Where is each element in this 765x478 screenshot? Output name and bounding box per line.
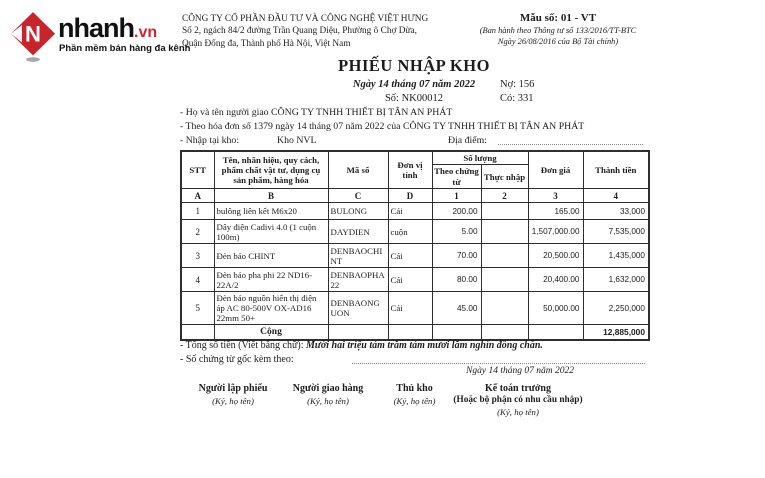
row5-amount: 2,250,000 xyxy=(583,292,649,325)
row3-name: Đèn báo CHINT xyxy=(214,244,328,268)
signature-hint: (Ký, họ tên) xyxy=(212,396,254,406)
col-header-quantity-group: Số lượng xyxy=(432,151,528,165)
letter-a: A xyxy=(181,189,214,203)
table-header-row xyxy=(181,151,649,165)
col-header-stt: STT xyxy=(181,151,214,189)
row1-name: bulông liên kết M6x20 xyxy=(214,203,328,220)
col-header-price: Đơn giá xyxy=(528,151,583,189)
total-price-cell xyxy=(528,325,583,340)
col-header-unit: Đơn vị tính xyxy=(388,151,432,189)
form-meta xyxy=(462,12,654,47)
attached-docs-label: - Số chứng từ gốc kèm theo: xyxy=(180,354,294,365)
credit-account: Có: 331 xyxy=(500,93,534,104)
location-blank-line xyxy=(498,134,643,145)
location-label: Địa điểm: xyxy=(448,135,487,146)
document-date: Ngày 14 tháng 07 năm 2022 xyxy=(352,79,476,90)
brand-wordmark xyxy=(58,13,157,44)
total-label: Cộng xyxy=(214,325,328,340)
row2-name: Dây điện Cadivi 4.0 (1 cuộn 100m) xyxy=(214,220,328,244)
row1-stt: 1 xyxy=(181,203,214,220)
column-letter-row xyxy=(181,189,649,203)
nhanh-logo-icon xyxy=(10,11,56,63)
row2-stt: 2 xyxy=(181,220,214,244)
table-row xyxy=(181,244,649,268)
document-number: Số: NK00012 xyxy=(384,93,444,104)
row2-code: DAYDIEN xyxy=(328,220,388,244)
row4-name: Đèn báo pha phi 22 ND16-22A/2 xyxy=(214,268,328,292)
attached-docs-blank-line xyxy=(352,353,645,364)
row5-qty-actual xyxy=(481,292,528,325)
row1-code: BULONG xyxy=(328,203,388,220)
row4-amount: 1,632,000 xyxy=(583,268,649,292)
row2-amount: 7,535,000 xyxy=(583,220,649,244)
signature-title: Thủ kho xyxy=(396,383,433,394)
row5-price: 50,000.00 xyxy=(528,292,583,325)
svg-text:N: N xyxy=(25,21,41,47)
company-name: CÔNG TY CỔ PHẦN ĐẦU TƯ VÀ CÔNG NGHỆ VIỆT HƯNG xyxy=(182,14,429,24)
row1-qty-doc: 200.00 xyxy=(432,203,481,220)
row5-qty-doc: 45.00 xyxy=(432,292,481,325)
letter-d: D xyxy=(388,189,432,203)
company-address-line2: Quận Đống đa, Thành phố Hà Nội, Việt Nam xyxy=(182,38,351,49)
letter-c: C xyxy=(328,189,388,203)
row4-qty-doc: 80.00 xyxy=(432,268,481,292)
brand-tagline: Phần mềm bán hàng đa kênh xyxy=(59,43,191,54)
letter-2: 2 xyxy=(481,189,528,203)
company-info xyxy=(182,13,467,50)
signature-title: Người lập phiếu xyxy=(198,383,268,394)
table-row xyxy=(181,268,649,292)
document-title: PHIẾU NHẬP KHO xyxy=(338,56,490,75)
row4-stt: 4 xyxy=(181,268,214,292)
total-qty-doc-cell xyxy=(432,325,481,340)
amount-in-words-line xyxy=(180,340,543,351)
signature-hint: (Ký, họ tên) xyxy=(307,396,349,406)
row1-price: 165.00 xyxy=(528,203,583,220)
warehouse-label: - Nhập tại kho: xyxy=(180,135,240,146)
amount-in-words: Mười hai triệu tám trăm tám mươi lăm nghìn đồng chẵn. xyxy=(306,340,543,351)
circular-line2: Ngày 26/08/2016 của Bộ Tài chính) xyxy=(497,36,619,46)
invoice-line: - Theo hóa đơn số 1379 ngày 14 tháng 07 năm 2022 của CÔNG TY TNHH THIẾT BỊ TÂN AN PHÁT xyxy=(180,121,585,132)
col-header-qty-doc: Theo chứng từ xyxy=(432,165,481,189)
col-header-amount: Thành tiền xyxy=(583,151,649,189)
footer-date: Ngày 14 tháng 07 năm 2022 xyxy=(466,366,574,376)
total-code-cell xyxy=(328,325,388,340)
col-header-qty-actual: Thực nhập xyxy=(481,165,528,189)
row4-qty-actual xyxy=(481,268,528,292)
signature-title: Người giao hàng xyxy=(292,383,364,394)
row5-stt: 5 xyxy=(181,292,214,325)
total-unit-cell xyxy=(388,325,432,340)
row5-unit: Cái xyxy=(388,292,432,325)
row4-price: 20,400.00 xyxy=(528,268,583,292)
signature-title: Kế toán trưởng xyxy=(485,383,551,394)
row4-code: DENBAOPHA22 xyxy=(328,268,388,292)
table-row xyxy=(181,292,649,325)
circular-line1: (Ban hành theo Thông tư số 133/2016/TT-BTC xyxy=(479,26,637,35)
total-amount: 12,885,000 xyxy=(583,325,649,340)
table-row xyxy=(181,203,649,220)
table-row xyxy=(181,220,649,244)
brand-logo xyxy=(10,11,191,63)
row3-stt: 3 xyxy=(181,244,214,268)
letter-1: 1 xyxy=(432,189,481,203)
signature-hint: (Ký, họ tên) xyxy=(497,407,539,417)
col-header-code: Mã số xyxy=(328,151,388,189)
col-header-name: Tên, nhãn hiệu, quy cách, phẩm chất vật tư, dụng cụ sản phẩm, hàng hóa xyxy=(214,151,328,189)
warehouse-value: Kho NVL xyxy=(277,135,317,146)
row4-unit: Cái xyxy=(388,268,432,292)
row2-qty-doc: 5.00 xyxy=(432,220,481,244)
signature-block-chief-accountant xyxy=(418,383,618,417)
total-stt-cell xyxy=(181,325,214,340)
row5-name: Đèn báo nguồn hiển thị điện áp AC 80-500V OX-AD16 22mm 50+ xyxy=(214,292,328,325)
amount-in-words-label: - Tổng số tiền (Viết bằng chữ): xyxy=(180,340,306,351)
row2-price: 1,507,000.00 xyxy=(528,220,583,244)
company-address-line1: Số 2, ngách 84/2 đường Trần Quang Diệu, Phường ô Chợ Dừa, xyxy=(182,26,417,37)
row3-unit: Cái xyxy=(388,244,432,268)
row1-unit: Cái xyxy=(388,203,432,220)
row1-qty-actual xyxy=(481,203,528,220)
row3-price: 20,500.00 xyxy=(528,244,583,268)
table-total-row xyxy=(181,325,649,340)
row5-code: DENBAONGUON xyxy=(328,292,388,325)
brand-domain: .vn xyxy=(134,24,158,41)
deliverer-line: - Họ và tên người giao CÔNG TY TNHH THIẾT BỊ TÂN AN PHÁT xyxy=(180,107,453,118)
row3-qty-doc: 70.00 xyxy=(432,244,481,268)
row3-qty-actual xyxy=(481,244,528,268)
letter-b: B xyxy=(214,189,328,203)
items-table xyxy=(180,150,650,341)
row3-code: DENBAOCHINT xyxy=(328,244,388,268)
row2-qty-actual xyxy=(481,220,528,244)
debit-account: Nợ: 156 xyxy=(500,79,535,90)
total-qty-actual-cell xyxy=(481,325,528,340)
letter-3: 3 xyxy=(528,189,583,203)
brand-name: nhanh xyxy=(58,13,134,43)
signature-hint: (Ký, họ tên) xyxy=(393,396,436,406)
letter-4: 4 xyxy=(583,189,649,203)
signature-note: (Hoặc bộ phận có nhu cầu nhập) xyxy=(453,395,583,405)
row3-amount: 1,435,000 xyxy=(583,244,649,268)
row1-amount: 33,000 xyxy=(583,203,649,220)
form-number: Mẫu số: 01 - VT xyxy=(519,12,597,24)
row2-unit: cuộn xyxy=(388,220,432,244)
